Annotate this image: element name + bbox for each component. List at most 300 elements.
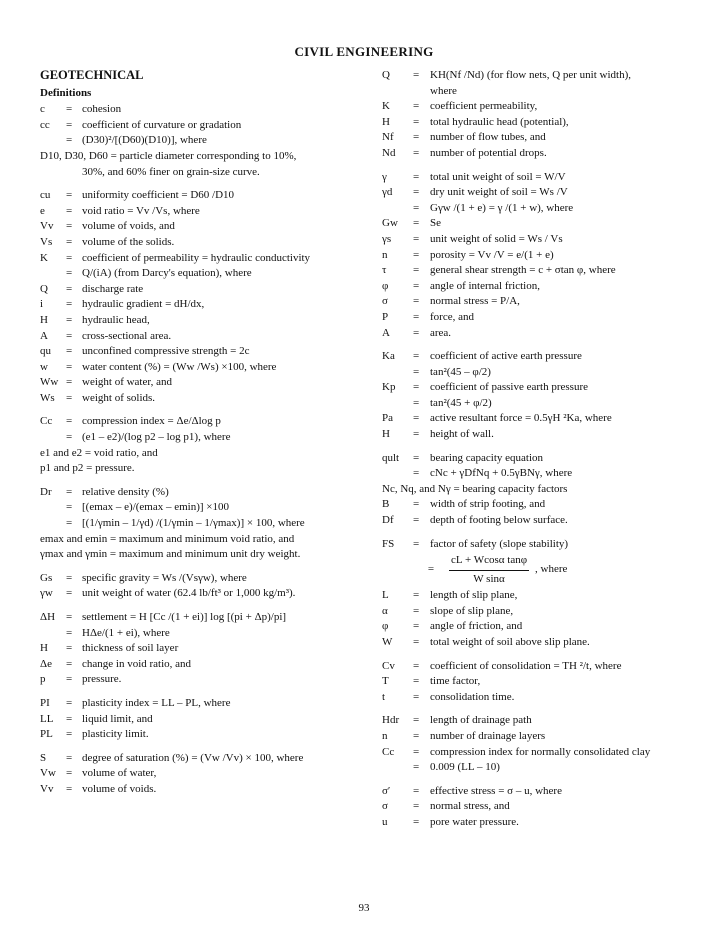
equals-sign: = <box>413 729 420 742</box>
definition-row <box>382 659 698 675</box>
definition-row <box>40 610 358 626</box>
definition-row <box>382 619 698 635</box>
definition-line: e1 and e2 = void ratio, and <box>40 446 158 459</box>
definition-text: depth of footing below surface. <box>430 514 568 527</box>
definition-text: thickness of soil layer <box>82 642 179 655</box>
equals-sign: = <box>66 415 73 428</box>
equals-sign: = <box>66 345 73 358</box>
symbol: Ww <box>40 376 59 389</box>
definition-row <box>40 751 358 767</box>
definition-row <box>40 430 358 446</box>
symbol: Gs <box>40 571 53 584</box>
definition-text: height of wall. <box>430 428 494 441</box>
equals-sign: = <box>413 451 420 464</box>
definition-row <box>40 219 358 235</box>
symbol: Nd <box>382 146 396 159</box>
definition-row <box>382 451 698 467</box>
definition-row <box>382 411 698 427</box>
definition-row <box>40 102 358 118</box>
definition-row <box>382 784 698 800</box>
definition-text: unit weight of solid = Ws / Vs <box>430 232 563 245</box>
spacer <box>40 563 358 571</box>
definition-text: Se <box>430 217 441 230</box>
equals-sign: = <box>66 360 73 373</box>
symbol: T <box>382 675 389 688</box>
equals-sign: = <box>413 264 420 277</box>
symbol: qult <box>382 451 400 464</box>
left-column <box>40 68 358 798</box>
symbol: K <box>40 251 48 264</box>
definition-row <box>382 497 698 513</box>
definition-text: angle of internal friction, <box>430 279 540 292</box>
symbol: Δe <box>40 657 52 670</box>
equals-sign: = <box>66 204 73 217</box>
definition-text: total weight of soil above slip plane. <box>430 636 590 648</box>
symbol: Q <box>382 69 390 81</box>
definition-row <box>382 729 698 745</box>
definition-text: angle of friction, and <box>430 620 523 633</box>
equals-sign: = <box>66 103 73 116</box>
equals-sign: = <box>413 217 420 230</box>
fraction-denominator: W sinα <box>473 572 505 585</box>
equals-sign: = <box>413 248 420 261</box>
equals-sign: = <box>413 428 420 441</box>
symbol: Df <box>382 514 394 527</box>
symbol: σ′ <box>382 784 391 797</box>
definition-row <box>40 204 358 220</box>
equals-sign: = <box>66 696 73 709</box>
equals-sign: = <box>66 728 73 741</box>
equals-sign: = <box>66 376 73 389</box>
symbol: t <box>382 690 386 703</box>
definition-row <box>382 248 698 264</box>
definition-line: γmax and γmin = maximum and minimum unit dry weight. <box>40 548 301 561</box>
definition-text: force, and <box>430 310 474 323</box>
definition-row <box>40 282 358 298</box>
definition-row <box>40 712 358 728</box>
definition-row <box>40 118 358 134</box>
definition-text: Gγw /(1 + e) = γ /(1 + w), where <box>430 201 574 214</box>
definition-line: Nc, Nq, and Nγ = bearing capacity factors <box>382 482 568 495</box>
equals-sign: = <box>66 642 73 655</box>
symbol: Vv <box>40 782 54 795</box>
definition-text: unit weight of water (62.4 lb/ft³ or 1,000 kg/m³). <box>82 587 296 600</box>
equals-sign: = <box>66 267 73 280</box>
equals-sign: = <box>66 485 73 498</box>
definition-row <box>382 216 698 232</box>
definition-text: weight of solids. <box>82 391 156 404</box>
definition-row <box>40 696 358 712</box>
equals-sign: = <box>413 761 420 774</box>
definition-text: HΔe/(1 + ei), where <box>82 626 170 639</box>
symbol: n <box>382 248 388 261</box>
symbol: Cc <box>382 745 395 758</box>
definition-text: relative density (%) <box>82 485 169 498</box>
definition-text: number of potential drops. <box>430 146 547 159</box>
equals-sign: = <box>66 626 73 639</box>
definition-text: tan²(45 – φ/2) <box>430 365 491 378</box>
definition-text: cohesion <box>82 103 122 116</box>
left-definitions <box>40 102 358 797</box>
definition-text: degree of saturation (%) = (Vw /Vv) × 100, where <box>82 751 304 764</box>
spacer <box>382 776 698 784</box>
page-title: CIVIL ENGINEERING <box>294 44 434 59</box>
equals-sign: = <box>66 657 73 670</box>
definition-row <box>382 466 698 482</box>
definition-row <box>382 799 698 815</box>
definition-text: 30%, and 60% finer on grain-size curve. <box>82 165 260 178</box>
symbol: Q <box>40 282 48 295</box>
definition-text: volume of the solids. <box>82 235 175 248</box>
equals-sign: = <box>413 396 420 409</box>
spacer <box>40 180 358 188</box>
definition-row <box>40 727 358 743</box>
definition-row <box>382 170 698 186</box>
symbol: PL <box>40 728 53 741</box>
equals-sign: = <box>413 170 420 183</box>
definition-row <box>40 766 358 782</box>
symbol: Vs <box>40 235 53 248</box>
definition-row <box>382 713 698 729</box>
symbol: Kp <box>382 381 396 394</box>
right-column <box>382 68 698 831</box>
equals-sign: = <box>413 131 420 144</box>
definition-row <box>40 235 358 251</box>
symbol: A <box>40 329 48 342</box>
definition-text: change in void ratio, and <box>82 657 192 670</box>
symbol: LL <box>40 712 54 725</box>
symbol: u <box>382 815 388 828</box>
definition-text: KH(Nf /Nd) (for flow nets, Q per unit width), <box>430 69 632 81</box>
definition-text: consolidation time. <box>430 690 515 703</box>
equals-sign: = <box>413 784 420 797</box>
equals-sign: = <box>66 118 73 131</box>
equals-sign: = <box>413 815 420 828</box>
symbol: w <box>40 360 48 373</box>
equals-sign: = <box>413 279 420 292</box>
definition-row <box>40 485 358 501</box>
symbol: Nf <box>382 131 394 144</box>
definition-text: cNc + γDfNq + 0.5γBNγ, where <box>430 467 573 480</box>
definition-row <box>382 294 698 310</box>
definition-row <box>40 165 358 181</box>
spacer <box>382 443 698 451</box>
equals-sign: = <box>66 235 73 248</box>
definition-text: 0.009 (LL – 10) <box>430 761 500 774</box>
definition-row <box>382 815 698 831</box>
definition-text: coefficient of permeability = hydraulic conductivity <box>82 251 311 264</box>
equals-sign: = <box>413 186 420 199</box>
definition-text: total hydraulic head (potential), <box>430 115 569 128</box>
symbol: H <box>40 313 48 326</box>
definition-text: uniformity coefficient = D60 /D10 <box>82 189 235 202</box>
definition-text: volume of voids, and <box>82 220 175 233</box>
definition-text: liquid limit, and <box>82 712 153 725</box>
definition-text: water content (%) = (Ww /Ws) ×100, where <box>82 360 277 373</box>
definition-row <box>40 251 358 267</box>
definition-row <box>382 68 698 84</box>
definition-text: settlement = H [Cc /(1 + ei)] log [(pi + Δp)/pi] <box>82 611 287 623</box>
equals-sign: = <box>413 604 420 617</box>
definition-text: coefficient of active earth pressure <box>430 350 582 363</box>
equals-sign: = <box>413 412 420 425</box>
definition-text: porosity = Vv /V = e/(1 + e) <box>430 248 554 261</box>
symbol: B <box>382 498 390 511</box>
symbol: φ <box>382 279 389 292</box>
definition-row <box>40 391 358 407</box>
definition-text: normal stress, and <box>430 800 510 813</box>
symbol: c <box>40 103 45 116</box>
spacer <box>40 406 358 414</box>
spacer <box>382 162 698 170</box>
equals-sign: = <box>413 381 420 394</box>
equals-sign: = <box>66 673 73 686</box>
symbol: Ws <box>40 391 55 404</box>
definition-text: coefficient permeability, <box>430 100 538 113</box>
symbol: ΔH <box>40 611 56 623</box>
definition-text: bearing capacity equation <box>430 451 544 464</box>
equals-sign: = <box>66 571 73 584</box>
definition-row <box>382 365 698 381</box>
definition-text: discharge rate <box>82 282 144 295</box>
equals-sign: = <box>413 800 420 813</box>
definitions-subheading: Definitions <box>40 86 92 99</box>
symbol: φ <box>382 620 389 633</box>
equals-sign: = <box>66 282 73 295</box>
symbol: Gw <box>382 217 398 230</box>
symbol: Ka <box>382 350 395 363</box>
definition-row <box>382 588 698 604</box>
definition-text: pore water pressure. <box>430 815 519 828</box>
equals-sign: = <box>413 636 420 648</box>
definition-row <box>382 349 698 365</box>
symbol: L <box>382 589 389 602</box>
definition-row <box>40 297 358 313</box>
definition-row <box>382 674 698 690</box>
formula-equals: = <box>427 563 435 576</box>
spacer <box>382 529 698 537</box>
equals-sign: = <box>413 146 420 159</box>
definition-row <box>382 232 698 248</box>
equals-sign: = <box>413 498 420 511</box>
symbol: γd <box>382 186 393 199</box>
equals-sign: = <box>66 587 73 600</box>
equals-sign: = <box>66 517 73 530</box>
definition-row <box>382 130 698 146</box>
definition-text: time factor, <box>430 675 481 688</box>
equals-sign: = <box>66 751 73 764</box>
definition-row <box>40 414 358 430</box>
fraction-numerator: cL + Wcosα tanφ <box>449 553 529 571</box>
definition-text: coefficient of passive earth pressure <box>430 381 589 394</box>
definition-row <box>40 586 358 602</box>
definition-text: (e1 – e2)/(log p2 – log p1), where <box>82 431 231 444</box>
definition-row <box>382 513 698 529</box>
definition-row <box>40 626 358 642</box>
equals-sign: = <box>66 782 73 795</box>
symbol: cu <box>40 189 51 202</box>
definition-text: pressure. <box>82 673 122 686</box>
definition-text: where <box>430 84 457 97</box>
symbol: γs <box>382 232 392 245</box>
symbol: i <box>40 298 44 311</box>
definition-text: hydraulic gradient = dH/dx, <box>82 298 205 311</box>
definition-row <box>40 657 358 673</box>
section-heading: GEOTECHNICAL <box>40 68 144 82</box>
equals-sign: = <box>66 251 73 264</box>
definition-row <box>40 313 358 329</box>
symbol: Vw <box>40 767 56 780</box>
page-number: 93 <box>358 902 370 914</box>
equals-sign: = <box>413 69 420 81</box>
equals-sign: = <box>413 745 420 758</box>
equals-sign: = <box>413 675 420 688</box>
definition-row <box>382 690 698 706</box>
symbol: P <box>382 310 389 323</box>
equals-sign: = <box>66 767 73 780</box>
definition-text: hydraulic head, <box>82 313 150 326</box>
equals-sign: = <box>66 220 73 233</box>
definition-text: plasticity index = LL – PL, where <box>82 696 231 709</box>
symbol: τ <box>382 264 387 277</box>
equals-sign: = <box>413 295 420 308</box>
equals-sign: = <box>66 298 73 311</box>
symbol: Vv <box>40 220 54 233</box>
definition-row <box>40 641 358 657</box>
definition-row <box>40 266 358 282</box>
definition-row <box>40 516 358 532</box>
definition-row <box>40 344 358 360</box>
definition-text: plasticity limit. <box>82 728 149 741</box>
definition-text: compression index = Δe/Δlog p <box>82 415 221 428</box>
definition-text: number of flow tubes, and <box>430 131 546 144</box>
equals-sign: = <box>413 365 420 378</box>
equals-sign: = <box>66 611 73 623</box>
spacer <box>382 651 698 659</box>
definition-text: normal stress = P/A, <box>430 295 520 308</box>
symbol: σ <box>382 295 388 308</box>
definition-row <box>40 500 358 516</box>
symbol: H <box>382 428 390 441</box>
spacer <box>40 477 358 485</box>
symbol: S <box>40 751 47 764</box>
definition-row <box>40 782 358 798</box>
definition-row <box>382 84 698 100</box>
symbol: Hdr <box>382 714 400 727</box>
definition-line: D10, D30, D60 = particle diameter corresponding to 10%, <box>40 149 297 162</box>
factor-of-safety-formula <box>382 552 698 588</box>
definition-text: void ratio = Vv /Vs, where <box>82 204 200 217</box>
symbol: H <box>40 642 48 655</box>
equals-sign: = <box>413 310 420 323</box>
definition-text: dry unit weight of soil = Ws /V <box>430 186 568 199</box>
equals-sign: = <box>413 100 420 113</box>
definition-text: (D30)²/[(D60)(D10)], where <box>82 134 207 147</box>
definition-row <box>382 396 698 412</box>
definition-text: length of drainage path <box>430 714 532 727</box>
spacer <box>40 602 358 610</box>
definition-text: width of strip footing, and <box>430 498 546 511</box>
equals-sign: = <box>413 714 420 727</box>
definition-text: effective stress = σ – u, where <box>430 784 562 797</box>
equals-sign: = <box>413 514 420 527</box>
definition-row <box>382 146 698 162</box>
definition-row <box>382 99 698 115</box>
definition-row <box>382 380 698 396</box>
definition-row <box>40 133 358 149</box>
symbol: K <box>382 100 390 113</box>
definition-text: active resultant force = 0.5γH ²Ka, where <box>430 412 612 425</box>
fraction-suffix: , where <box>535 563 568 576</box>
equals-sign: = <box>413 232 420 245</box>
definition-row <box>40 571 358 587</box>
symbol: qu <box>40 345 51 358</box>
symbol: PI <box>40 696 50 709</box>
definition-text: slope of slip plane, <box>430 604 514 617</box>
symbol: γw <box>40 587 53 600</box>
definition-row <box>382 185 698 201</box>
definition-row <box>382 263 698 279</box>
definition-text: volume of water, <box>82 767 157 780</box>
definition-row <box>382 760 698 776</box>
definition-text: volume of voids. <box>82 782 157 795</box>
equals-sign: = <box>413 467 420 480</box>
definition-text: coefficient of curvature or gradation <box>82 118 242 131</box>
symbol: Pa <box>382 412 393 425</box>
definition-text: weight of water, and <box>82 376 172 389</box>
definition-row <box>382 635 698 651</box>
definition-row <box>40 360 358 376</box>
equals-sign: = <box>413 690 420 703</box>
equals-sign: = <box>413 620 420 633</box>
definition-text: specific gravity = Ws /(Vsγw), where <box>82 571 247 584</box>
equals-sign: = <box>66 501 73 514</box>
symbol: FS <box>382 537 395 550</box>
definition-row <box>40 329 358 345</box>
spacer <box>382 341 698 349</box>
equals-sign: = <box>66 391 73 404</box>
definition-row <box>382 427 698 443</box>
symbol: p <box>40 673 46 686</box>
definition-row <box>382 310 698 326</box>
symbol: cc <box>40 118 50 131</box>
definition-text: tan²(45 + φ/2) <box>430 396 492 409</box>
definition-text: unconfined compressive strength = 2c <box>82 345 250 358</box>
equals-sign: = <box>413 350 420 363</box>
definition-text: general shear strength = c + σtan φ, where <box>430 264 616 277</box>
definition-row <box>382 537 698 553</box>
definition-text: Q/(iA) (from Darcy's equation), where <box>82 267 252 280</box>
definition-row <box>382 604 698 620</box>
definition-text: coefficient of consolidation = TH ²/t, where <box>430 659 622 672</box>
symbol: σ <box>382 800 388 813</box>
symbol: A <box>382 326 390 339</box>
symbol: H <box>382 115 390 128</box>
definition-text: area. <box>430 326 452 339</box>
definition-line: emax and emin = maximum and minimum void ratio, and <box>40 532 295 545</box>
symbol: Cv <box>382 659 395 672</box>
definition-text: length of slip plane, <box>430 589 518 602</box>
definition-text: factor of safety (slope stability) <box>430 537 569 550</box>
equals-sign: = <box>413 537 420 550</box>
spacer <box>40 688 358 696</box>
definition-row <box>382 201 698 217</box>
spacer <box>382 705 698 713</box>
equals-sign: = <box>66 712 73 725</box>
equals-sign: = <box>66 329 73 342</box>
equals-sign: = <box>413 589 420 602</box>
definition-text: total unit weight of soil = W/V <box>430 170 566 183</box>
